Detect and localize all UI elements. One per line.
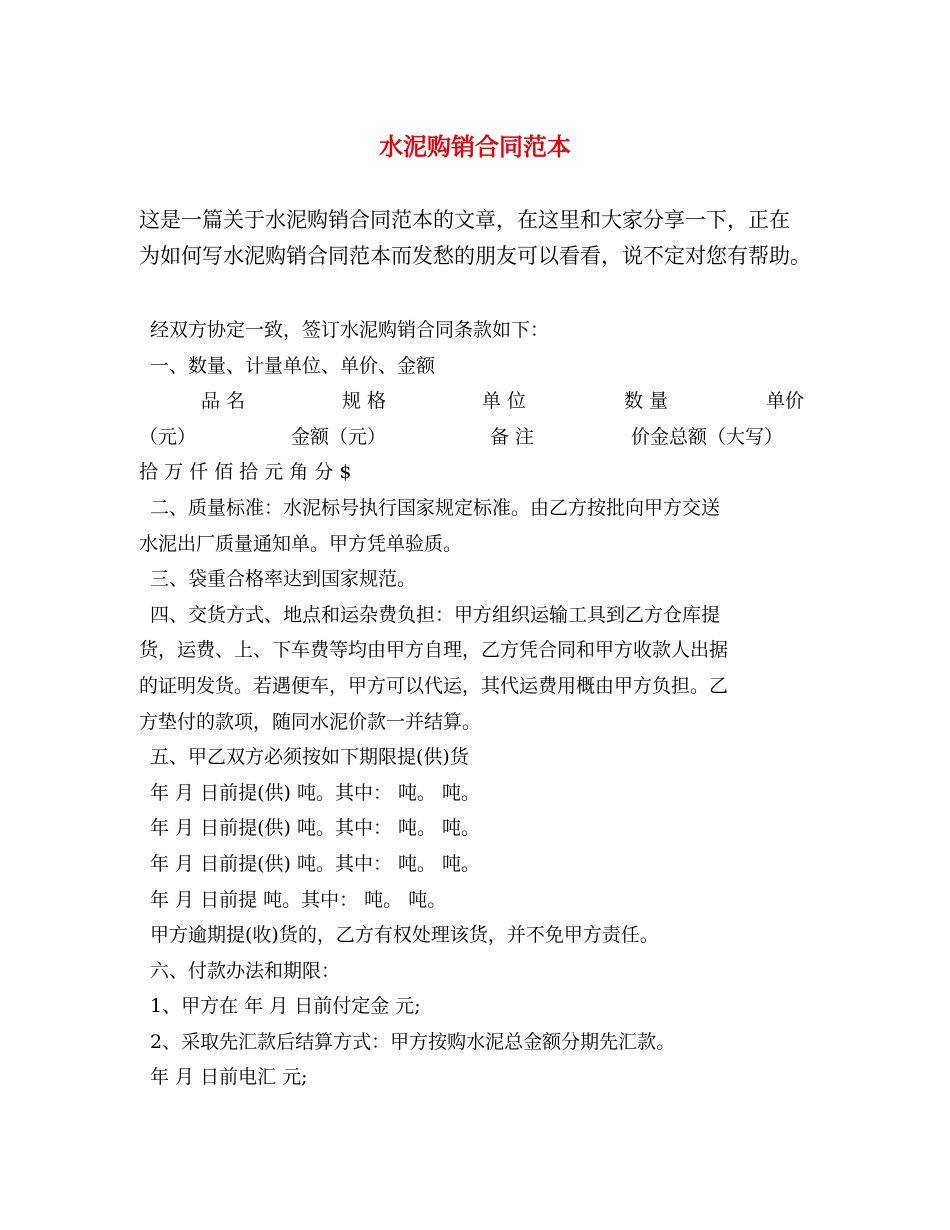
intro-line: 这是一篇关于水泥购销合同范本的文章，在这里和大家分享一下，正在 (139, 208, 790, 232)
intro-line: 为如何写水泥购销合同范本而发愁的朋友可以看看，说不定对您有帮助。 (139, 244, 811, 268)
section-2-line: 水泥出厂质量通知单。甲方凭单验质。 (139, 532, 463, 555)
delivery-schedule-line: 年 月 日前提(供) 吨。其中： 吨。 吨。 (150, 781, 481, 804)
header-unit-price-unit: （元） (139, 425, 197, 448)
price-table-header-row-1 (139, 384, 819, 420)
header-product-name: 品 名 (201, 390, 246, 413)
header-quantity: 数 量 (624, 390, 669, 413)
header-unit: 单 位 (482, 390, 527, 413)
header-amount: 金额（元） (291, 425, 387, 448)
section-4-line: 四、交货方式、地点和运杂费负担：甲方组织运输工具到乙方仓库提 (150, 603, 721, 626)
delivery-schedule-line: 年 月 日前提(供) 吨。其中： 吨。 吨。 (150, 852, 481, 875)
contract-body (139, 313, 819, 1096)
delivery-schedule-line: 年 月 日前提(供) 吨。其中： 吨。 吨。 (150, 817, 481, 840)
document-title: 水泥购销合同范本 (379, 132, 571, 161)
delivery-schedule-line: 年 月 日前提 吨。其中： 吨。 吨。 (150, 888, 447, 911)
intro-paragraph (139, 202, 819, 274)
section-1-heading: 一、数量、计量单位、单价、金额 (150, 354, 436, 377)
amount-units-line: 拾 万 仟 佰 拾 元 角 分 $ (139, 461, 352, 484)
section-2-line: 二、质量标准：水泥标号执行国家规定标准。由乙方按批向甲方交送 (150, 496, 721, 519)
payment-item: 2、采取先汇款后结算方式：甲方按购水泥总金额分期先汇款。 (150, 1030, 676, 1053)
section-4-line: 货，运费、上、下车费等均由甲方自理，乙方凭合同和甲方收款人出据 (139, 639, 729, 662)
section-3: 三、袋重合格率达到国家规范。 (150, 568, 417, 591)
section-6-heading: 六、付款办法和期限： (150, 959, 341, 982)
section-5-note: 甲方逾期提(收)货的，乙方有权处理该货，并不免甲方责任。 (150, 924, 659, 947)
header-spec: 规 格 (342, 390, 387, 413)
header-unit-price: 单价 (766, 390, 805, 413)
section-4-line: 方垫付的款项，随同水泥价款一并结算。 (139, 710, 482, 733)
payment-item: 1、甲方在 年 月 日前付定金 元; (150, 995, 421, 1018)
preamble: 经双方协定一致，签订水泥购销合同条款如下： (150, 319, 550, 341)
payment-item: 年 月 日前电汇 元; (150, 1066, 308, 1089)
price-table-header-row-2 (139, 420, 819, 456)
section-4-line: 的证明发货。若遇便车，甲方可以代运，其代运费用概由甲方负担。乙 (139, 674, 729, 697)
header-total-uppercase: 价金总额（大写） (631, 425, 784, 448)
section-5-heading: 五、甲乙双方必须按如下期限提(供)货 (150, 746, 469, 769)
header-remarks: 备 注 (490, 425, 535, 448)
